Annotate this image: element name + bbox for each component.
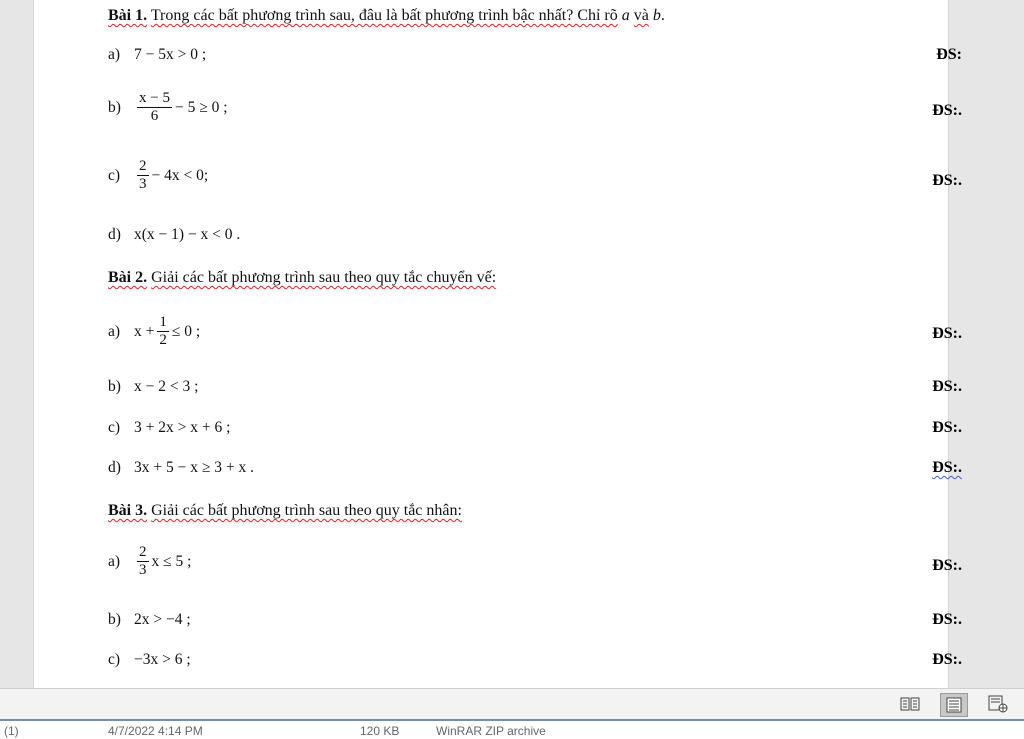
file-explorer-row[interactable] [0, 719, 1024, 739]
answer-label: ĐS:. [932, 378, 962, 395]
file-type: WinRAR ZIP archive [436, 724, 546, 738]
fraction: $\frac{2}{3}$ [139, 544, 147, 578]
print-layout-icon [945, 697, 963, 713]
fraction: $\frac{2}{3}$ [139, 158, 147, 192]
answer-label: ĐS:. [932, 325, 962, 342]
read-mode-button[interactable] [897, 693, 923, 715]
exercise-1-item-b: b) $\frac{x - 5}{6}$ − 5 ≥ 0 ; [108, 90, 228, 124]
exercise-2-item-a: a) x + $\frac{1}{2}$ ≤ 0 ; [108, 314, 201, 348]
exercise-3-item-a: a) $\frac{2}{3}$ x ≤ 5 ; [108, 544, 192, 578]
answer-label: ĐS:. [932, 611, 962, 628]
exercise-1-item-d: d) x(x − 1) − x < 0 . [108, 226, 241, 243]
web-layout-icon [988, 695, 1008, 713]
exercise-3-item-b: b) 2x > −4 ; [108, 611, 191, 628]
answer-label: ĐS:. [932, 419, 962, 436]
file-size: 120 KB [360, 724, 400, 738]
answer-label: ĐS:. [932, 459, 962, 476]
exercise-2-item-d: d) 3x + 5 − x ≥ 3 + x . [108, 459, 254, 476]
read-mode-icon [900, 696, 920, 712]
fraction: $\frac{1}{2}$ [159, 314, 167, 348]
print-layout-button[interactable] [940, 693, 968, 717]
answer-label: ĐS:. [932, 172, 962, 189]
file-date: 4/7/2022 4:14 PM [108, 724, 203, 738]
fraction: $\frac{x - 5}{6}$ [139, 90, 170, 124]
status-bar [0, 688, 1024, 720]
answer-label: ĐS:. [932, 651, 962, 668]
file-name: (1) [4, 724, 19, 738]
web-layout-button[interactable] [985, 693, 1011, 715]
exercise-3-item-c: c) −3x > 6 ; [108, 651, 191, 668]
exercise-3-heading: Bài 3. Giải các bất phương trình sau theo quy tắc nhân: [108, 502, 462, 519]
answer-label: ĐS:. [932, 557, 962, 574]
answer-label: ĐS:. [932, 102, 962, 119]
exercise-2-heading: Bài 2. Giải các bất phương trình sau theo quy tắc chuyển vế: [108, 269, 497, 286]
exercise-1-item-a: a) 7 − 5x > 0 ; [108, 46, 207, 63]
exercise-1-heading: Bài 1. Trong các bất phương trình sau, đâu là bất phương trình bậc nhất? Chỉ rõ a và b. [108, 7, 665, 24]
answer-label: ĐS: [936, 46, 962, 63]
exercise-2-item-b: b) x − 2 < 3 ; [108, 378, 199, 395]
exercise-1-item-c: c) $\frac{2}{3}$ − 4x < 0; [108, 158, 209, 192]
exercise-2-item-c: c) 3 + 2x > x + 6 ; [108, 419, 231, 436]
